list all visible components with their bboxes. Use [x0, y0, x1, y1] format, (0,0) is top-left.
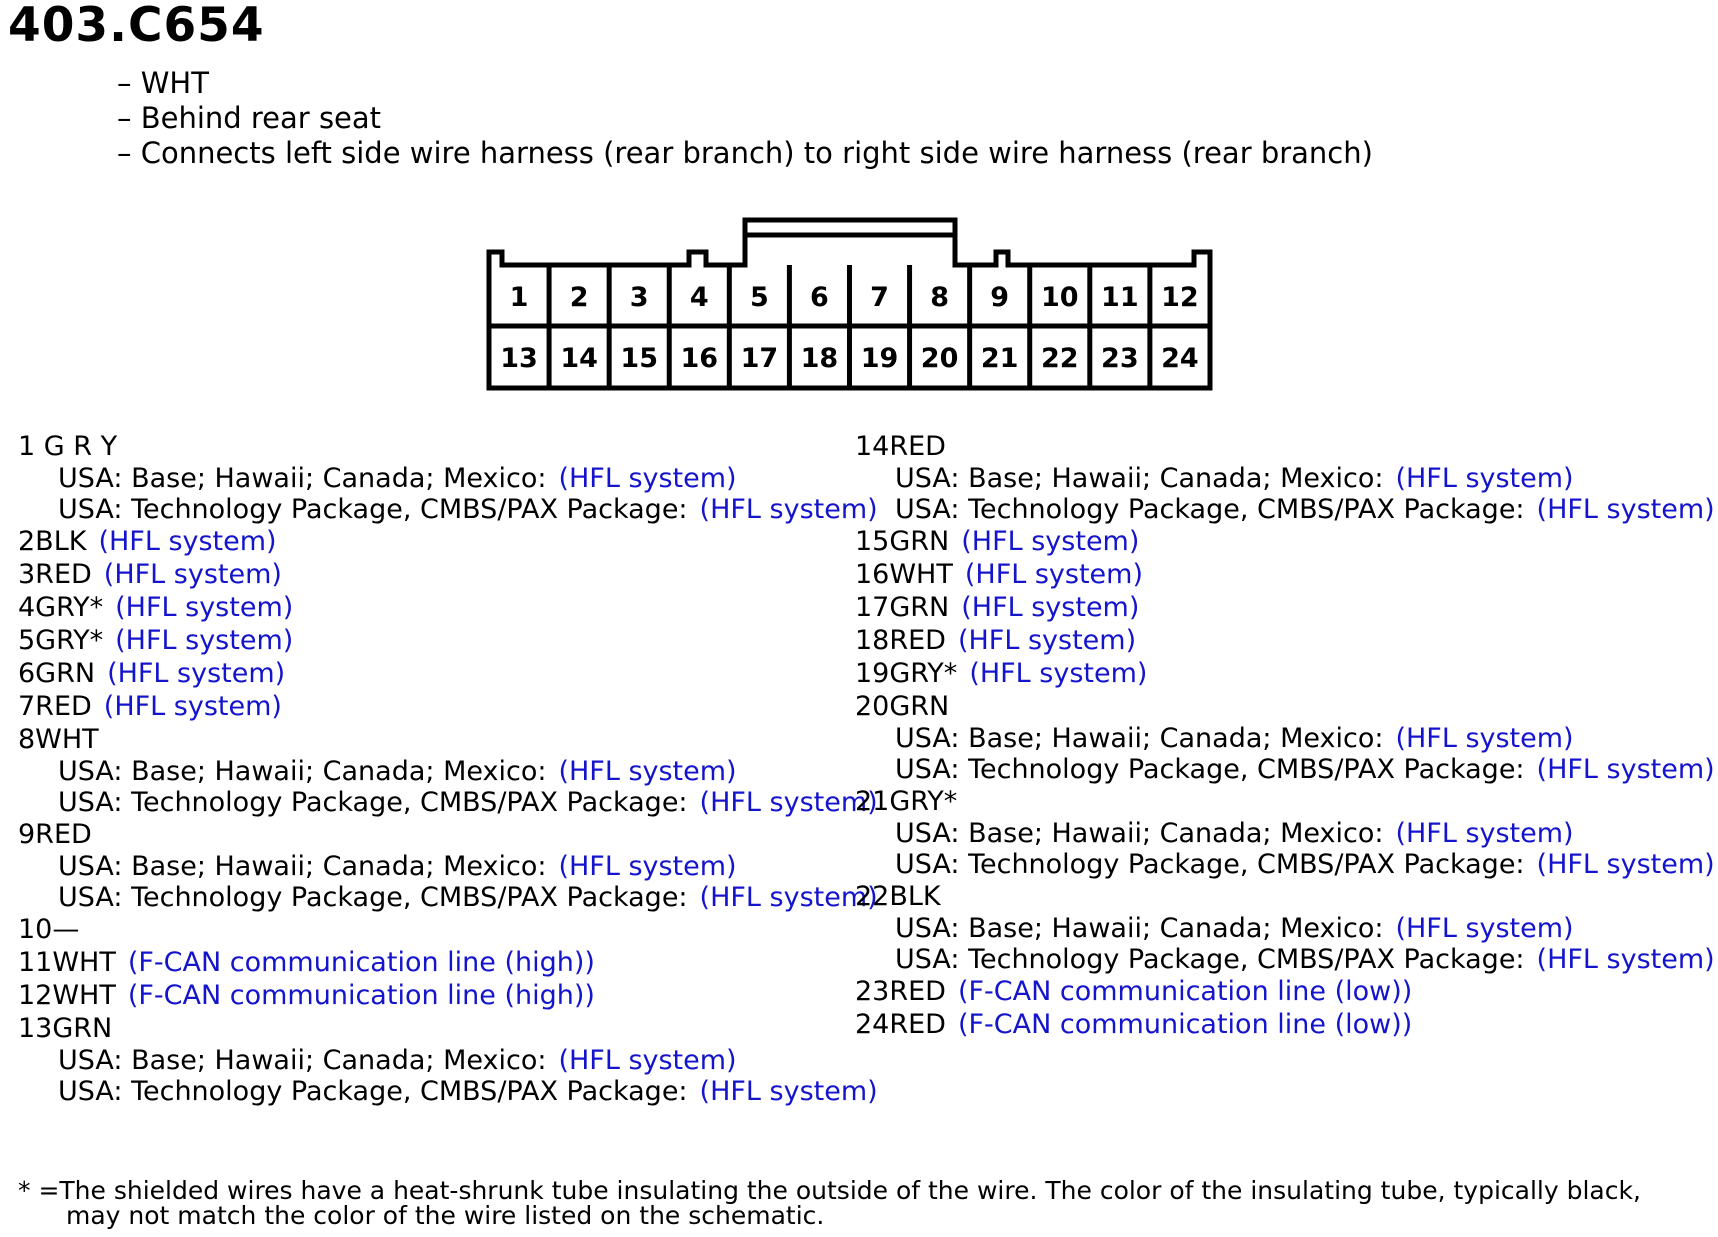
- pin-wire-label: 9RED: [18, 819, 92, 850]
- pin-entry: [18, 558, 878, 591]
- pin-entry: [18, 818, 878, 913]
- pin-variant-line: [18, 463, 878, 494]
- pin-entry-head: [855, 624, 1715, 657]
- pin-entry: [855, 1008, 1715, 1041]
- pin-entry: [18, 946, 878, 979]
- pin-number-4: 4: [689, 282, 709, 313]
- pin-variant-line: [855, 818, 1715, 849]
- pin-entry: [18, 624, 878, 657]
- pin-variant-line: [18, 851, 878, 882]
- pin-variant-note: (HFL system): [1395, 723, 1574, 754]
- pin-number-23: 23: [1101, 343, 1139, 374]
- pin-number-20: 20: [920, 343, 959, 374]
- pin-entry: [18, 591, 878, 624]
- pin-number-15: 15: [620, 343, 658, 374]
- pin-variant-note: (HFL system): [699, 882, 878, 913]
- connector-face-diagram: [0, 0, 1718, 420]
- pin-entry: [18, 430, 878, 525]
- footnote-line-2: may not match the color of the wire listed on the schematic.: [66, 1201, 825, 1230]
- pin-variant-line: [18, 882, 878, 913]
- pin-entry-head: [855, 591, 1715, 624]
- pin-variant-note: (HFL system): [1395, 913, 1574, 944]
- pin-entry-head: [18, 430, 878, 463]
- pin-variant-text: USA: Technology Package, CMBS/PAX Package:: [58, 787, 688, 818]
- pin-entry-head: [18, 690, 878, 723]
- pin-variant-note: (HFL system): [1536, 494, 1715, 525]
- pin-number-24: 24: [1161, 343, 1199, 374]
- pin-number-11: 11: [1101, 282, 1139, 313]
- pin-variant-note: (HFL system): [558, 1045, 737, 1076]
- pin-circuit-note: (HFL system): [957, 625, 1137, 656]
- pin-variant-note: (HFL system): [558, 851, 737, 882]
- pin-entry: [18, 690, 878, 723]
- pin-entry-head: [855, 1008, 1715, 1041]
- pin-wire-label: 18RED: [855, 625, 946, 656]
- pin-variant-text: USA: Base; Hawaii; Canada; Mexico:: [58, 756, 547, 787]
- pin-variant-text: USA: Base; Hawaii; Canada; Mexico:: [58, 463, 547, 494]
- pin-entry: [855, 975, 1715, 1008]
- pin-entry-head: [855, 558, 1715, 591]
- connector-color-line: – WHT: [117, 66, 209, 100]
- pin-number-3: 3: [629, 282, 649, 313]
- pin-entry-head: [18, 657, 878, 690]
- pin-variant-note: (HFL system): [1536, 849, 1715, 880]
- pin-variant-text: USA: Base; Hawaii; Canada; Mexico:: [58, 1045, 547, 1076]
- pin-wire-label: 20GRN: [855, 691, 950, 722]
- pin-entry-head: [18, 723, 878, 756]
- pin-variant-text: USA: Technology Package, CMBS/PAX Package:: [58, 882, 688, 913]
- pin-circuit-note: (HFL system): [964, 559, 1143, 590]
- pin-wire-label: 6GRN: [18, 658, 96, 689]
- pin-variant-text: USA: Base; Hawaii; Canada; Mexico:: [58, 851, 547, 882]
- pin-variant-note: (HFL system): [1395, 463, 1574, 494]
- pin-entry-head: [18, 979, 878, 1012]
- pin-entry: [855, 558, 1715, 591]
- pin-number-22: 22: [1040, 343, 1079, 374]
- pin-number-8: 8: [930, 282, 949, 313]
- pin-number-7: 7: [870, 282, 889, 313]
- pin-number-1: 1: [509, 282, 529, 313]
- pin-entry: [855, 624, 1715, 657]
- pin-variant-text: USA: Base; Hawaii; Canada; Mexico:: [895, 723, 1384, 754]
- pin-entry: [855, 430, 1715, 525]
- pin-wire-label: 16WHT: [855, 559, 953, 590]
- pin-entry: [18, 723, 878, 818]
- pin-variant-line: [855, 754, 1715, 785]
- pin-circuit-note: (HFL system): [115, 592, 294, 623]
- pin-number-9: 9: [990, 282, 1010, 313]
- pin-entry: [18, 913, 878, 946]
- pin-circuit-note: (F-CAN communication line (high)): [127, 947, 595, 978]
- pin-wire-label: 5GRY*: [18, 625, 104, 656]
- pin-entry: [855, 785, 1715, 880]
- pin-wire-label: 13GRN: [18, 1013, 113, 1044]
- pin-circuit-note: (F-CAN communication line (low)): [957, 976, 1413, 1007]
- connector-function-line: – Connects left side wire harness (rear branch) to right side wire harness (rear branch): [117, 136, 1373, 170]
- pin-number-10: 10: [1040, 282, 1079, 313]
- connector-title: 403.C654: [8, 0, 265, 53]
- connector-location-line: – Behind rear seat: [117, 101, 382, 135]
- pin-variant-line: [18, 1076, 878, 1107]
- pin-wire-label: 15GRN: [855, 526, 950, 557]
- pin-variant-text: USA: Base; Hawaii; Canada; Mexico:: [895, 818, 1384, 849]
- pin-number-6: 6: [810, 282, 829, 313]
- shielded-wire-footnote: [18, 1178, 1641, 1228]
- pin-entry: [855, 657, 1715, 690]
- pin-list-right: [855, 430, 1715, 1041]
- pin-entry: [855, 591, 1715, 624]
- pin-circuit-note: (HFL system): [961, 526, 1140, 557]
- pin-wire-label: 19GRY*: [855, 658, 958, 689]
- pin-wire-label: 3RED: [18, 559, 92, 590]
- pin-entry: [18, 1012, 878, 1107]
- pin-entry: [855, 880, 1715, 975]
- pin-entry-head: [855, 975, 1715, 1008]
- pin-variant-line: [855, 723, 1715, 754]
- pin-variant-note: (HFL system): [699, 1076, 878, 1107]
- pin-variant-line: [18, 787, 878, 818]
- pin-entry: [855, 525, 1715, 558]
- pin-wire-label: 14RED: [855, 431, 946, 462]
- pin-entry-head: [855, 880, 1715, 913]
- pin-circuit-note: (HFL system): [107, 658, 286, 689]
- pin-number-17: 17: [740, 343, 779, 374]
- pin-circuit-note: (F-CAN communication line (low)): [957, 1009, 1413, 1040]
- pin-wire-label: 7RED: [18, 691, 92, 722]
- pin-entry: [18, 525, 878, 558]
- pin-circuit-note: (HFL system): [969, 658, 1148, 689]
- pin-number-19: 19: [860, 343, 899, 374]
- pin-entry-head: [855, 690, 1715, 723]
- pin-entry-head: [855, 657, 1715, 690]
- pin-variant-line: [18, 494, 878, 525]
- pin-circuit-note: (HFL system): [103, 559, 282, 590]
- pin-entry: [855, 690, 1715, 785]
- pin-wire-label: 17GRN: [855, 592, 950, 623]
- pin-list-left: [18, 430, 878, 1107]
- pin-circuit-note: (HFL system): [115, 625, 294, 656]
- pin-variant-note: (HFL system): [1395, 818, 1574, 849]
- pin-circuit-note: (HFL system): [103, 691, 282, 722]
- pin-variant-text: USA: Base; Hawaii; Canada; Mexico:: [895, 913, 1384, 944]
- pin-wire-label: 11WHT: [18, 947, 116, 978]
- pin-entry: [18, 657, 878, 690]
- pin-entry-head: [18, 818, 878, 851]
- pin-variant-line: [18, 756, 878, 787]
- pin-variant-text: USA: Technology Package, CMBS/PAX Package:: [58, 1076, 688, 1107]
- pin-wire-label: 12WHT: [18, 980, 116, 1011]
- pin-wire-label: 21GRY*: [855, 786, 958, 817]
- pin-entry-head: [855, 525, 1715, 558]
- pin-wire-label: 2BLK: [18, 526, 87, 557]
- pin-variant-line: [855, 463, 1715, 494]
- pin-entry-head: [18, 624, 878, 657]
- pin-variant-note: (HFL system): [558, 756, 737, 787]
- pin-entry-head: [18, 558, 878, 591]
- pin-entry: [18, 979, 878, 1012]
- pin-entry-head: [18, 946, 878, 979]
- pin-entry-head: [855, 785, 1715, 818]
- footnote-line-1: * =The shielded wires have a heat-shrunk tube insulating the outside of the wire. The color of the insulating tube, typically black,: [18, 1176, 1641, 1205]
- pin-variant-text: USA: Technology Package, CMBS/PAX Package:: [895, 754, 1525, 785]
- pin-variant-text: USA: Base; Hawaii; Canada; Mexico:: [895, 463, 1384, 494]
- pin-variant-text: USA: Technology Package, CMBS/PAX Package:: [58, 494, 688, 525]
- pin-variant-note: (HFL system): [699, 494, 878, 525]
- pin-circuit-note: (F-CAN communication line (high)): [127, 980, 595, 1011]
- pin-wire-label: 10—: [18, 914, 80, 945]
- pin-variant-line: [855, 944, 1715, 975]
- pin-variant-line: [855, 494, 1715, 525]
- pin-number-14: 14: [560, 343, 598, 374]
- pin-variant-line: [855, 849, 1715, 880]
- pin-number-13: 13: [500, 343, 538, 374]
- pin-variant-text: USA: Technology Package, CMBS/PAX Package:: [895, 494, 1525, 525]
- pin-entry-head: [18, 591, 878, 624]
- pin-number-16: 16: [680, 343, 719, 374]
- pin-wire-label: 4GRY*: [18, 592, 104, 623]
- pin-number-5: 5: [749, 282, 769, 313]
- pin-variant-text: USA: Technology Package, CMBS/PAX Package:: [895, 944, 1525, 975]
- pin-number-12: 12: [1161, 282, 1199, 313]
- pin-circuit-note: (HFL system): [961, 592, 1140, 623]
- pin-entry-head: [18, 1012, 878, 1045]
- pin-variant-text: USA: Technology Package, CMBS/PAX Package:: [895, 849, 1525, 880]
- pin-wire-label: 8WHT: [18, 724, 99, 755]
- pin-circuit-note: (HFL system): [98, 526, 277, 557]
- pin-wire-label: 1 G R Y: [18, 431, 118, 462]
- pin-wire-label: 24RED: [855, 1009, 946, 1040]
- pin-entry-head: [18, 525, 878, 558]
- pin-variant-line: [18, 1045, 878, 1076]
- pin-number-21: 21: [980, 343, 1019, 374]
- pin-variant-note: (HFL system): [558, 463, 737, 494]
- pin-entry-head: [855, 430, 1715, 463]
- pin-wire-label: 22BLK: [855, 881, 941, 912]
- pin-variant-note: (HFL system): [699, 787, 878, 818]
- pin-number-2: 2: [569, 282, 589, 313]
- pin-entry-head: [18, 913, 878, 946]
- pin-variant-line: [855, 913, 1715, 944]
- pin-variant-note: (HFL system): [1536, 754, 1715, 785]
- pin-number-18: 18: [800, 343, 839, 374]
- pin-variant-note: (HFL system): [1536, 944, 1715, 975]
- pin-wire-label: 23RED: [855, 976, 946, 1007]
